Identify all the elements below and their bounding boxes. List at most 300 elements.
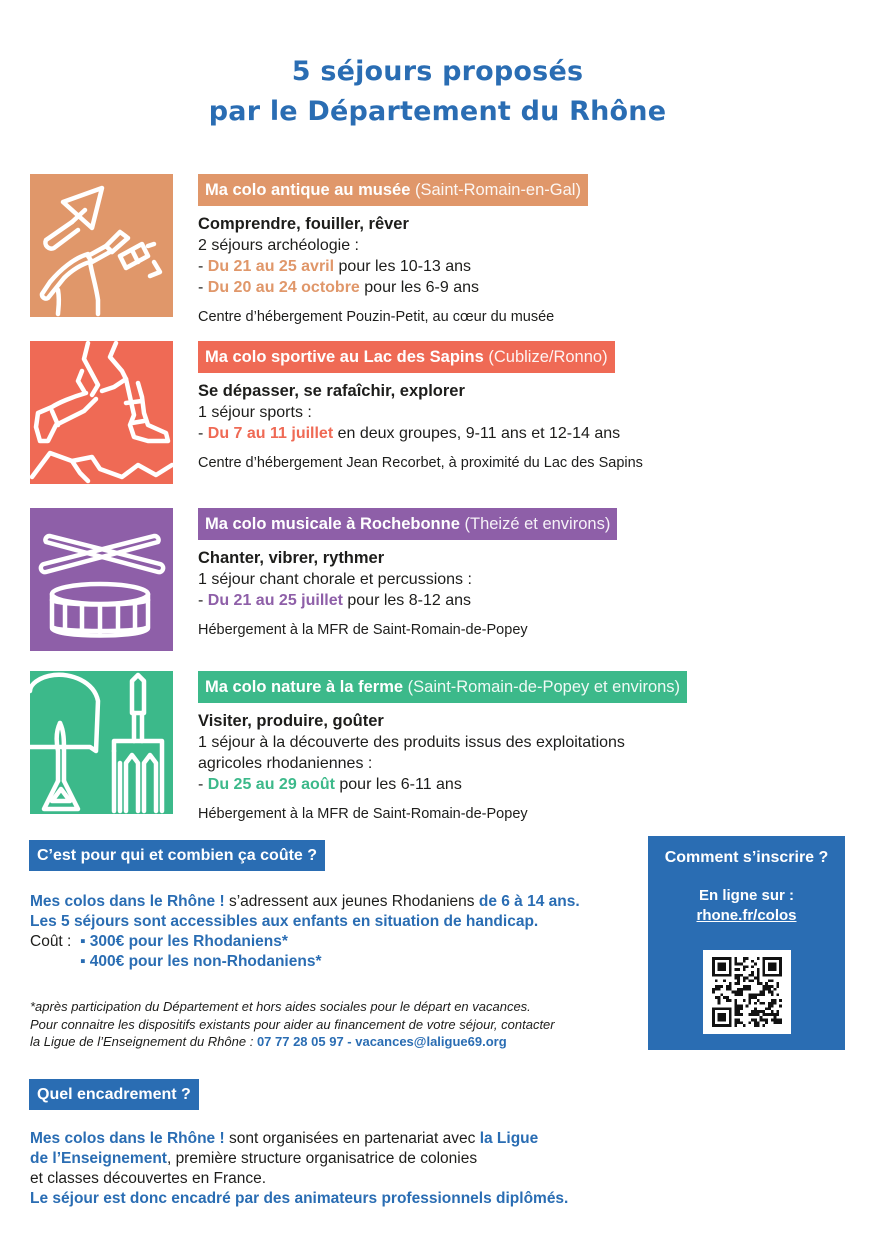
stay-lodging: Centre d’hébergement Jean Recorbet, à proximité du Lac des Sapins [198, 455, 643, 471]
qr-module [723, 957, 726, 960]
qr-module [740, 974, 743, 977]
stay-summary: 2 séjours archéologie : [198, 237, 359, 254]
qr-module [740, 993, 743, 996]
qr-module [718, 1016, 721, 1019]
qr-module [729, 968, 732, 971]
qr-module [718, 963, 721, 966]
qr-module [776, 993, 779, 996]
session-dash: - [198, 425, 208, 442]
qr-module [762, 974, 765, 977]
qr-module [712, 1019, 715, 1022]
qr-module [726, 996, 729, 999]
qr-module [740, 1005, 743, 1008]
qr-module [771, 968, 774, 971]
audience-text: s’adressent aux jeunes Rhodaniens [224, 893, 479, 910]
qr-module [776, 982, 779, 985]
qr-module [751, 996, 754, 999]
stay-tagline: Chanter, vibrer, rythmer [198, 549, 385, 567]
qr-module [757, 982, 760, 985]
qr-module [754, 1002, 757, 1005]
qr-module [762, 1010, 765, 1013]
qr-module [762, 968, 765, 971]
qr-module [760, 991, 763, 994]
qr-module [779, 999, 782, 1002]
qr-module [737, 974, 740, 977]
qr-module [718, 999, 721, 1002]
qr-module [768, 957, 771, 960]
qr-module [712, 957, 715, 960]
qr-module [712, 968, 715, 971]
qr-module [720, 1024, 723, 1027]
qr-module [771, 957, 774, 960]
qr-module [740, 963, 743, 966]
qr-module [765, 988, 768, 991]
stay-session [198, 256, 848, 277]
qr-module [774, 988, 777, 991]
qr-module [737, 1021, 740, 1024]
qr-module [734, 963, 737, 966]
qr-module [712, 1021, 715, 1024]
qr-module [779, 963, 782, 966]
qr-module [718, 996, 721, 999]
stay-name: Ma colo antique au musée [205, 181, 411, 199]
qr-module [768, 991, 771, 994]
qr-module [751, 974, 754, 977]
qr-module [774, 957, 777, 960]
qr-module [754, 1021, 757, 1024]
qr-module [737, 963, 740, 966]
qr-module [776, 1013, 779, 1016]
qr-module [734, 960, 737, 963]
qr-module [712, 991, 715, 994]
session-date: Du 25 au 29 août [207, 776, 335, 793]
qr-module [720, 1016, 723, 1019]
qr-module [712, 1007, 715, 1010]
stay-sportive-body [198, 341, 848, 473]
qr-module [737, 977, 740, 980]
qr-module [779, 1005, 782, 1008]
qr-module [771, 985, 774, 988]
qr-module [760, 1019, 763, 1022]
qr-module [715, 985, 718, 988]
stay-location: (Saint-Romain-de-Popey et environs) [407, 678, 681, 696]
qr-module [712, 1013, 715, 1016]
qr-module [720, 985, 723, 988]
brand-name: Mes colos dans le Rhône ! [30, 1130, 225, 1147]
qr-module [723, 996, 726, 999]
age-range: de 6 à 14 ans. [478, 893, 580, 910]
session-detail: pour les 8-12 ans [342, 592, 472, 609]
qr-module [712, 974, 715, 977]
qr-module [729, 957, 732, 960]
qr-module [715, 979, 718, 982]
qr-module [718, 1002, 721, 1005]
qr-module [768, 1013, 771, 1016]
qr-module [715, 996, 718, 999]
stay-name: Ma colo nature à la ferme [205, 678, 404, 696]
qr-module [748, 1021, 751, 1024]
qr-module [762, 963, 765, 966]
qr-module [757, 968, 760, 971]
qr-module [771, 1013, 774, 1016]
qr-module [771, 1019, 774, 1022]
qr-module [757, 971, 760, 974]
qr-module [720, 1007, 723, 1010]
qr-module [757, 979, 760, 982]
cost-non-rhodaniens: ▪ 400€ pour les non-Rhodaniens* [80, 953, 322, 970]
qr-module [760, 993, 763, 996]
qr-module [743, 977, 746, 980]
qr-module [715, 988, 718, 991]
stay-antique-body [198, 174, 848, 327]
qr-module [746, 985, 749, 988]
stay-lodging: Hébergement à la MFR de Saint-Romain-de-Popey [198, 806, 528, 822]
org-description: , première structure organisatrice de colonies [166, 1150, 478, 1167]
qr-module [734, 1007, 737, 1010]
qr-module [734, 982, 737, 985]
qr-module [718, 985, 721, 988]
qr-module [771, 979, 774, 982]
qr-module [765, 1013, 768, 1016]
qr-module [754, 993, 757, 996]
qr-module [743, 968, 746, 971]
qr-module [754, 1019, 757, 1022]
contact-info[interactable]: 07 77 28 05 97 - vacances@laligue69.org [256, 1034, 507, 1049]
qr-module [720, 1013, 723, 1016]
qr-module [771, 963, 774, 966]
qr-module [720, 974, 723, 977]
qr-module [723, 968, 726, 971]
qr-module [765, 985, 768, 988]
qr-module [737, 1010, 740, 1013]
qr-module [740, 1013, 743, 1016]
qr-code-icon[interactable] [703, 950, 791, 1034]
qr-module [729, 985, 732, 988]
qr-module [718, 1013, 721, 1016]
qr-module [743, 965, 746, 968]
qr-module [746, 977, 749, 980]
cost-label: Coût : [30, 933, 72, 950]
qr-module [762, 960, 765, 963]
supervision-line-4: Le séjour est donc encadré par des animateurs professionnels diplômés. [30, 1190, 569, 1207]
qr-module [740, 1007, 743, 1010]
qr-module [779, 971, 782, 974]
qr-module [771, 1002, 774, 1005]
qr-module [754, 1007, 757, 1010]
stay-location: (Saint-Romain-en-Gal) [414, 181, 581, 199]
qr-module [743, 985, 746, 988]
qr-module [734, 999, 737, 1002]
qr-module [734, 968, 737, 971]
qr-module [726, 974, 729, 977]
qr-module [743, 960, 746, 963]
partner-org: la Ligue [479, 1130, 539, 1147]
qr-module [723, 1019, 726, 1022]
qr-module [757, 977, 760, 980]
qr-module [771, 1005, 774, 1008]
session-date: Du 7 au 11 juillet [207, 425, 334, 442]
qr-module [771, 991, 774, 994]
stay-lodging: Hébergement à la MFR de Saint-Romain-de-Popey [198, 622, 528, 638]
qr-module [768, 1002, 771, 1005]
qr-module [723, 1007, 726, 1010]
qr-module [729, 1010, 732, 1013]
qr-module [779, 965, 782, 968]
qr-module [771, 965, 774, 968]
qr-module [746, 1005, 749, 1008]
cost-row-1 [30, 932, 580, 952]
qr-module [734, 1002, 737, 1005]
qr-module [726, 999, 729, 1002]
qr-module [748, 974, 751, 977]
pricing-heading: C’est pour qui et combien ça coûte ? [29, 840, 325, 871]
qr-module [774, 1002, 777, 1005]
qr-module [718, 1019, 721, 1022]
qr-module [720, 968, 723, 971]
qr-module [712, 960, 715, 963]
qr-module [729, 982, 732, 985]
qr-module [737, 993, 740, 996]
qr-module [748, 996, 751, 999]
registration-box [648, 836, 845, 1050]
qr-module [768, 988, 771, 991]
qr-module [762, 993, 765, 996]
stay-summary: 1 séjour à la découverte des produits issus des exploitations [198, 734, 625, 751]
qr-module [774, 1019, 777, 1022]
qr-module [748, 993, 751, 996]
qr-module [765, 957, 768, 960]
stay-sportive-title-bar [198, 341, 615, 373]
qr-module [718, 957, 721, 960]
session-dash: - [198, 592, 208, 609]
registration-heading: Comment s’inscrire ? [664, 849, 829, 866]
footnote-contact-intro: la Ligue de l’Enseignement du Rhône : [30, 1034, 257, 1049]
session-date: Du 21 au 25 avril [207, 258, 335, 275]
qr-module [757, 993, 760, 996]
qr-module [762, 971, 765, 974]
qr-module [757, 974, 760, 977]
qr-module [762, 965, 765, 968]
qr-module [757, 1010, 760, 1013]
qr-module [712, 1010, 715, 1013]
footnote-line-2: Pour connaitre les dispositifs existants pour aider au financement de votre séjour, contacter [30, 1016, 555, 1032]
qr-module [771, 993, 774, 996]
qr-module [720, 965, 723, 968]
qr-module [729, 1007, 732, 1010]
qr-module [779, 968, 782, 971]
session-detail: pour les 10-13 ans [334, 258, 472, 275]
qr-module [726, 988, 729, 991]
qr-module [768, 965, 771, 968]
qr-module [723, 974, 726, 977]
qr-module [768, 974, 771, 977]
qr-module [712, 988, 715, 991]
pricing-audience [30, 892, 580, 912]
qr-module [754, 1013, 757, 1016]
qr-module [757, 957, 760, 960]
qr-module [712, 963, 715, 966]
qr-module [771, 974, 774, 977]
qr-module [768, 963, 771, 966]
qr-module [762, 1002, 765, 1005]
supervision-line-3: et classes découvertes en France. [30, 1170, 267, 1187]
qr-module [754, 1024, 757, 1027]
qr-module [757, 1024, 760, 1027]
qr-module [726, 1024, 729, 1027]
supervision-line-2 [30, 1149, 568, 1169]
qr-module [712, 971, 715, 974]
qr-module [751, 960, 754, 963]
qr-module [737, 1013, 740, 1016]
qr-module [746, 957, 749, 960]
qr-module [718, 1024, 721, 1027]
qr-module [776, 1021, 779, 1024]
qr-module [748, 988, 751, 991]
qr-module [760, 982, 763, 985]
accessibility-note: Les 5 séjours sont accessibles aux enfants en situation de handicap. [30, 913, 539, 930]
qr-module [734, 1024, 737, 1027]
qr-module [715, 1007, 718, 1010]
qr-module [757, 1021, 760, 1024]
qr-module [748, 979, 751, 982]
qr-module [762, 991, 765, 994]
qr-module [720, 993, 723, 996]
qr-module [762, 1019, 765, 1022]
stay-musicale-body [198, 508, 848, 640]
qr-module [765, 982, 768, 985]
qr-module [776, 974, 779, 977]
session-dash: - [198, 776, 208, 793]
qr-module [751, 1013, 754, 1016]
qr-module [723, 1016, 726, 1019]
qr-module [723, 965, 726, 968]
qr-module [720, 963, 723, 966]
qr-module [729, 1024, 732, 1027]
qr-module [774, 999, 777, 1002]
qr-module [743, 957, 746, 960]
stay-location: (Cublize/Ronno) [488, 348, 608, 366]
session-date: Du 21 au 25 juillet [207, 592, 343, 609]
qr-module [776, 985, 779, 988]
footnote-line-3 [30, 1033, 555, 1051]
qr-module [729, 974, 732, 977]
stay-name: Ma colo musicale à Rochebonne [205, 515, 460, 533]
qr-module [774, 1013, 777, 1016]
qr-module [743, 1024, 746, 1027]
qr-module [737, 979, 740, 982]
qr-module [743, 988, 746, 991]
qr-module [776, 1019, 779, 1022]
qr-module [768, 985, 771, 988]
qr-module [779, 974, 782, 977]
qr-module [779, 1019, 782, 1022]
footnote-line-1: *après participation du Département et hors aides sociales pour le départ en vacances. [30, 999, 531, 1014]
hiking-legs-mountain-icon [30, 341, 173, 484]
stay-summary: 1 séjour sports : [198, 404, 312, 421]
qr-module [715, 1024, 718, 1027]
qr-module [729, 965, 732, 968]
pricing-footnote [30, 998, 555, 1051]
qr-module [723, 963, 726, 966]
qr-module [729, 963, 732, 966]
qr-module [729, 1019, 732, 1022]
qr-module [723, 1024, 726, 1027]
qr-module [771, 1010, 774, 1013]
qr-module [774, 1016, 777, 1019]
qr-module [751, 1019, 754, 1022]
qr-module [774, 1021, 777, 1024]
stay-lodging: Centre d’hébergement Pouzin-Petit, au cœur du musée [198, 309, 555, 325]
qr-module [734, 991, 737, 994]
supervision-heading: Quel encadrement ? [29, 1079, 199, 1110]
qr-module [757, 999, 760, 1002]
qr-module [740, 988, 743, 991]
qr-module [734, 1019, 737, 1022]
session-detail: pour les 6-9 ans [359, 279, 480, 296]
qr-module [765, 1021, 768, 1024]
qr-module [737, 1005, 740, 1008]
qr-module [762, 957, 765, 960]
stay-summary: 1 séjour chant chorale et percussions : [198, 571, 472, 588]
qr-module [754, 996, 757, 999]
qr-module [737, 988, 740, 991]
qr-module [751, 993, 754, 996]
qr-module [762, 1013, 765, 1016]
stay-name: Ma colo sportive au Lac des Sapins [205, 348, 484, 366]
qr-module [712, 1024, 715, 1027]
stay-session [198, 423, 848, 444]
qr-module [760, 1010, 763, 1013]
qr-module [729, 988, 732, 991]
registration-link[interactable]: rhone.fr/colos [696, 907, 797, 924]
pricing-text [30, 892, 580, 972]
qr-module [734, 977, 737, 980]
qr-module [743, 999, 746, 1002]
qr-module [762, 1024, 765, 1027]
qr-module [760, 1002, 763, 1005]
stay-musicale-title-bar [198, 508, 617, 540]
qr-module [748, 1013, 751, 1016]
stay-tagline: Se dépasser, se rafaîchir, explorer [198, 382, 465, 400]
qr-module [751, 965, 754, 968]
qr-module [729, 1016, 732, 1019]
qr-module [751, 971, 754, 974]
qr-module [779, 960, 782, 963]
qr-module [726, 957, 729, 960]
qr-module [774, 968, 777, 971]
qr-module [729, 971, 732, 974]
qr-module [754, 1010, 757, 1013]
qr-module [715, 957, 718, 960]
qr-module [734, 1005, 737, 1008]
stay-nature-title-bar [198, 671, 687, 703]
qr-module [760, 1016, 763, 1019]
qr-module [718, 968, 721, 971]
brand-name: Mes colos dans le Rhône ! [30, 893, 225, 910]
qr-module [723, 1013, 726, 1016]
qr-module [726, 985, 729, 988]
qr-module [712, 1016, 715, 1019]
qr-module [734, 957, 737, 960]
qr-module [734, 993, 737, 996]
qr-module [737, 982, 740, 985]
session-dash: - [198, 258, 208, 275]
session-detail: pour les 6-11 ans [334, 776, 462, 793]
qr-module [720, 1019, 723, 1022]
qr-module [726, 1007, 729, 1010]
page-title [0, 52, 875, 132]
qr-module [712, 965, 715, 968]
